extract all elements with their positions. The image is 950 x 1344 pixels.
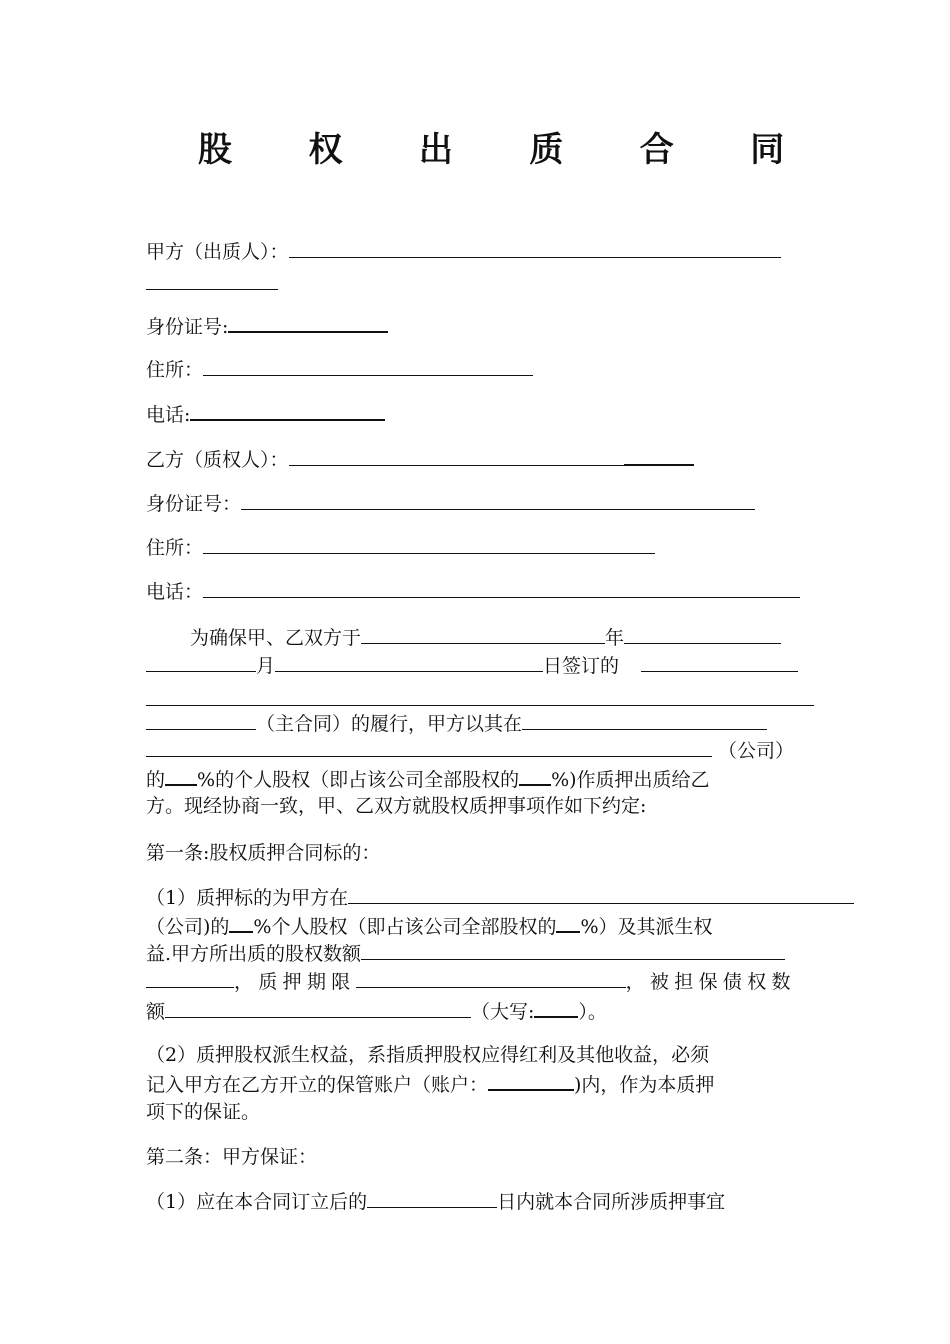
party-a-phone-label: 电话: [146, 404, 191, 426]
registration-days-blank [367, 1186, 497, 1208]
clause-1-text-d1: ，质押期限 [234, 971, 356, 993]
company-blank-b [146, 735, 712, 757]
preamble-line-5 [146, 735, 794, 766]
preamble-line-1 [190, 622, 781, 653]
document-title: 股 权 出 质 合 同 [198, 130, 817, 170]
equity-percent-blank [165, 763, 197, 786]
month-label: 月 [256, 655, 276, 677]
party-b-name-blank [289, 444, 624, 466]
clause-1-text-b3: %）及其派生权 [580, 916, 713, 938]
article-2-heading: 第二条：甲方保证： [146, 1146, 318, 1168]
clause-2-text-b1: 记入甲方在乙方开立的保管账户（账户： [146, 1074, 489, 1096]
company-blank-a [522, 708, 767, 730]
party-b-phone-line [146, 576, 800, 607]
article-1-clause-1-line-3 [146, 938, 785, 969]
pledge-total-percent-blank [556, 910, 580, 933]
article-1-heading: 第一条:股权质押合同标的： [146, 842, 381, 864]
main-contract-blank-a [641, 650, 798, 672]
party-a-id-label: 身份证号: [146, 316, 229, 338]
preamble-line-2 [146, 650, 798, 681]
clause-1-text-c: 益.甲方所出质的股权数额 [146, 943, 362, 965]
clause-1-text-e2: （大写: [471, 1001, 535, 1023]
preamble-line-7: 方。现经协商一致，甲、乙双方就股权质押事项作如下约定: [146, 795, 647, 817]
party-b-id-line [146, 488, 755, 519]
party-a-name-blank-continued [146, 289, 278, 290]
party-a-address-blank [203, 354, 533, 376]
secured-debt-amount-blank [165, 996, 471, 1018]
date-day-blank [275, 650, 543, 672]
party-b-address-line [146, 532, 655, 563]
main-contract-text: （主合同）的履行，甲方以其在 [256, 713, 523, 735]
clause-2-text-b2: )内，作为本质押 [574, 1074, 715, 1096]
pledged-amount-blank-a [361, 938, 785, 960]
article-2-clause-1-line-1 [146, 1186, 725, 1217]
pledge-company-blank [348, 882, 854, 904]
article-1-clause-2-line-1: （2）质押股权派生权益，系指质押股权应得红利及其他收益，必须 [146, 1044, 710, 1066]
day-label: 日签订的 [543, 655, 620, 677]
article-2-text-b: 日内就本合同所涉质押事宜 [497, 1191, 726, 1213]
party-a-id-blank [228, 310, 388, 333]
party-b-address-blank [203, 532, 655, 554]
party-b-line [146, 443, 694, 475]
clause-1-text-d2: ，被担保债权数 [625, 971, 796, 993]
party-b-phone-label: 电话： [146, 581, 204, 603]
article-1-clause-2-line-3: 项下的保证。 [146, 1101, 261, 1123]
party-b-label: 乙方（质权人）： [146, 449, 289, 471]
party-b-address-label: 住所： [146, 537, 204, 559]
equity-text-b: %的个人股权（即占该公司全部股权的 [197, 769, 520, 791]
equity-text-a: 的 [146, 769, 166, 791]
pledge-percent-blank [229, 910, 253, 933]
party-a-address-label: 住所： [146, 359, 204, 381]
party-a-name-blank [289, 236, 781, 258]
clause-1-text-e3: ）。 [578, 1001, 607, 1023]
date-month-blank-a [624, 622, 781, 644]
date-year-blank [361, 622, 605, 644]
main-contract-blank-b [146, 705, 814, 706]
custody-account-blank [488, 1068, 574, 1091]
pledge-term-blank [356, 966, 626, 988]
article-1-clause-1-line-5 [146, 995, 607, 1027]
clause-1-text-b1: （公司)的 [146, 916, 230, 938]
party-a-line [146, 236, 781, 267]
year-label: 年 [605, 627, 625, 649]
party-b-name-blank-tail [624, 443, 694, 466]
article-1-clause-1-line-1 [146, 882, 854, 913]
pledged-amount-blank-b [146, 966, 234, 988]
preamble-text-1: 为确保甲、乙双方于 [190, 627, 362, 649]
clause-1-text-e1: 额 [146, 1001, 166, 1023]
article-2-text-a: （1）应在本合同订立后的 [146, 1191, 368, 1213]
party-a-phone-blank [190, 398, 385, 421]
total-percent-blank [519, 763, 551, 786]
company-label: （公司） [718, 740, 795, 762]
clause-1-text-a: （1）质押标的为甲方在 [146, 887, 349, 909]
party-a-id-line [146, 310, 388, 342]
party-b-phone-blank [203, 576, 800, 598]
main-contract-blank-c [146, 708, 256, 730]
party-b-id-blank [241, 488, 755, 510]
date-month-blank-b [146, 650, 256, 672]
clause-1-text-b2: %个人股权（即占该公司全部股权的 [253, 916, 557, 938]
party-a-address-line [146, 354, 533, 385]
equity-text-c: %)作质押出质给乙 [551, 769, 710, 791]
amount-in-words-blank [534, 995, 578, 1018]
article-1-clause-1-line-4 [146, 966, 796, 997]
article-1-clause-2-line-2 [146, 1068, 714, 1100]
party-a-label: 甲方（出质人）： [146, 241, 289, 263]
party-a-phone-line [146, 398, 385, 430]
party-b-id-label: 身份证号： [146, 493, 242, 515]
